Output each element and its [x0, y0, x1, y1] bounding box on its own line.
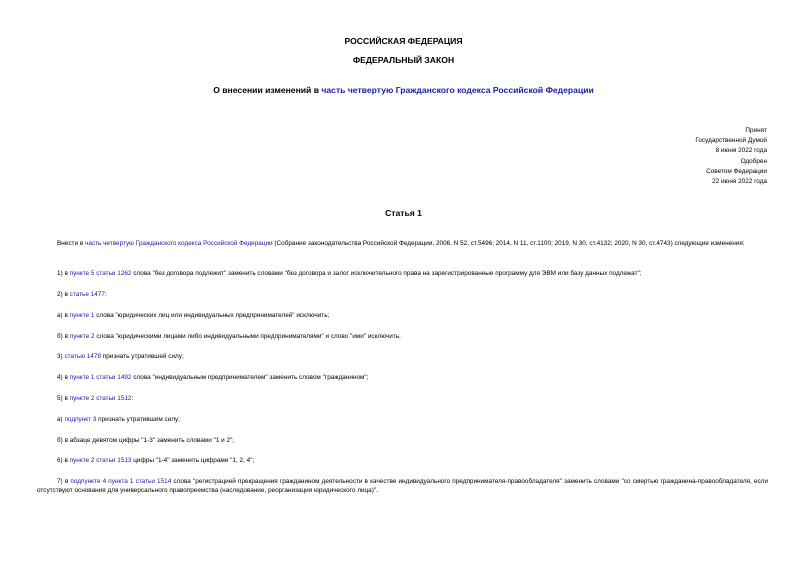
law-title [0, 85, 807, 95]
item-link[interactable]: пункте 2 статьи 1513 [69, 457, 132, 464]
item-link[interactable]: пункте 1 [69, 312, 95, 319]
item-text: слова "регистрацией прекращения гражданином деятельности в качестве индивидуального предпринимателя-правообладателя" заменить словами "со смертью гражданина-правообладателя, если отсутствуют основания для универсального правопреемства (наследование, реорганизация юридического лица)". [37, 478, 768, 495]
adoption-line: Одобрен [740, 157, 767, 165]
item-text: 3) [57, 353, 65, 360]
item-link[interactable]: подпункт 3 [64, 416, 97, 423]
item-text: : [131, 395, 134, 402]
item-text: 1) в [57, 270, 70, 277]
amendment-item [37, 415, 768, 424]
item-text: 7) в [57, 478, 71, 485]
item-text: 5) в [57, 395, 70, 402]
item-text: а) в [57, 312, 70, 319]
item-link[interactable]: пункте 2 статьи 1512 [69, 395, 132, 402]
paragraph-text: Внести в [57, 240, 85, 247]
amendment-item [37, 436, 768, 445]
item-text: : [104, 291, 107, 298]
item-link[interactable]: статье 1477 [69, 291, 105, 298]
adoption-line: 22 июня 2022 года [712, 178, 767, 186]
item-text: 4) в [57, 374, 70, 381]
amendment-item [37, 394, 768, 403]
amendment-item [37, 290, 768, 299]
civil-code-part-four-link[interactable]: часть четвертую Гражданского кодекса Российской Федерации [321, 85, 594, 95]
law-type-heading: ФЕДЕРАЛЬНЫЙ ЗАКОН [352, 55, 455, 65]
item-text: слова "индивидуальным предпринимателем" заменить словом "гражданином"; [131, 374, 369, 381]
amendment-item [37, 352, 768, 361]
amendment-item [37, 456, 768, 465]
adoption-line: Государственной Думой [695, 137, 767, 145]
item-text: цифры "1-4" заменить цифрами "1, 2, 4"; [131, 457, 255, 464]
amendment-item [37, 269, 768, 278]
adoption-line: Советом Федерации [706, 167, 767, 175]
item-text: слова "юридическими лицами либо индивидуальными предпринимателями" и слово "ими" исключить; [94, 333, 401, 340]
law-title-text: О внесении изменений в [213, 85, 322, 95]
item-text: слова "без договора подлежит" заменить словами "без договора и залог исключительного права на зарегистрированные программу для ЭВМ или базу данных подлежат"; [131, 270, 642, 277]
item-text: 2) в [57, 291, 70, 298]
amendment-item [37, 373, 768, 382]
item-text: б) в [57, 333, 70, 340]
item-text: признать утратившей силу; [100, 353, 184, 360]
item-link[interactable]: пункте 5 статьи 1262 [69, 270, 132, 277]
article-heading: Статья 1 [385, 208, 422, 218]
item-link[interactable]: подпункте 4 пункта 1 статьи 1514 [70, 478, 172, 485]
item-text: признать утратившим силу; [96, 416, 180, 423]
amendment-item [37, 311, 768, 320]
civil-code-part-four-link[interactable]: часть четвертую Гражданского кодекса Российской Федерации [84, 240, 273, 247]
item-link[interactable]: статью 1478 [64, 353, 101, 360]
item-text: а) [57, 416, 65, 423]
item-text: 6) в [57, 457, 70, 464]
item-text: слова "юридических лиц или индивидуальных предпринимателей" исключить; [94, 312, 330, 319]
country-heading: РОССИЙСКАЯ ФЕДЕРАЦИЯ [344, 36, 463, 46]
amendment-item [37, 477, 768, 496]
paragraph-text: (Собрание законодательства Российской Федерации, 2006, N 52, ст.5496; 2014, N 11, ст.1100; 2019, N 30, ст.4132; 2020, N 30, ст.4743) следующие изменения: [272, 240, 745, 247]
amendment-item [37, 332, 768, 341]
adoption-line: 8 июня 2022 года [715, 147, 767, 155]
adoption-block [695, 126, 767, 187]
item-link[interactable]: пункте 1 статьи 1492 [69, 374, 132, 381]
item-text: б) в абзаце девятом цифры "1-3" заменить словами "1 и 2"; [57, 437, 235, 444]
item-link[interactable]: пункте 2 [69, 333, 95, 340]
adoption-line: Принят [745, 127, 767, 134]
intro-paragraph [37, 239, 768, 248]
